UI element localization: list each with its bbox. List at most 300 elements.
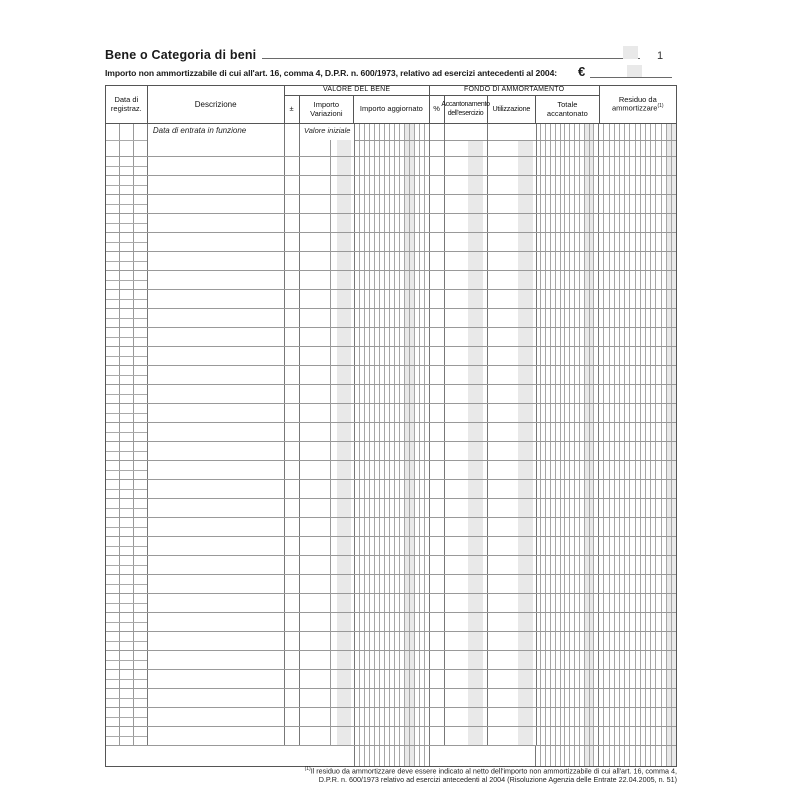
cell-impagg [355,499,430,517]
cell-impvar [300,632,355,650]
cell-pm [285,442,300,460]
cell-uti [488,404,537,422]
cents-band [468,423,483,441]
table-row [106,233,676,252]
cents-band [337,140,351,156]
cell-impvar [300,708,355,726]
cell-impagg [355,670,430,688]
digit-grid-res [599,233,676,251]
cents-band [337,157,351,175]
cell-impagg [355,689,430,707]
cents-band [468,271,483,289]
digit-cell [594,157,598,175]
cents-band [337,423,351,441]
subtitle-fill-box [627,65,642,77]
cents-band [518,423,533,441]
cell-impvar [300,499,355,517]
totals-cell-impagg [355,746,430,766]
cents-band [337,309,351,327]
digit-cell [672,670,676,688]
digit-grid-tot [537,727,599,745]
cell-uti [488,124,537,156]
cell-res [599,594,676,612]
cents-band [337,537,351,555]
digit-cell [425,176,429,194]
digit-grid-tot [537,689,599,707]
cell-uti [488,499,537,517]
table-row [106,176,676,195]
date-half-line [106,527,147,528]
cell-desc [148,651,286,669]
digit-cell [594,328,598,346]
date-half-line [106,489,147,490]
cents-band [468,461,483,479]
cell-desc [148,423,286,441]
cell-tot [537,442,600,460]
cell-pm [285,195,300,213]
table-row [106,385,676,404]
digit-grid-res [599,575,676,593]
cents-divider [330,214,331,232]
cell-impvar [300,195,355,213]
date-half-line [106,603,147,604]
cell-impvar [300,689,355,707]
cell-impagg [355,290,430,308]
cell-pm [285,499,300,517]
digit-cell [425,556,429,574]
cell-date [106,252,148,270]
cell-res [599,632,676,650]
cell-acc [445,195,488,213]
cents-band [468,366,483,384]
cell-res [599,575,676,593]
digit-grid-tot [537,442,599,460]
digit-cell [672,613,676,631]
group-header-fondo-ammortamento: FONDO DI AMMORTAMENTO [430,86,599,96]
cents-band [337,480,351,498]
digit-grid-tot [537,195,599,213]
digit-grid-res [599,727,676,745]
table-row [106,423,676,442]
cell-uti [488,442,537,460]
cell-res [599,518,676,536]
cents-divider [330,140,331,156]
digit-grid-tot [537,176,599,194]
cents-band [518,651,533,669]
cents-divider [330,670,331,688]
cents-band [468,347,483,365]
cell-impagg [355,423,430,441]
cell-impvar [300,366,355,384]
first-row-subline [537,140,599,141]
cents-band [337,233,351,251]
cell-acc [445,214,488,232]
cell-pct [430,214,445,232]
cell-acc [445,575,488,593]
cell-pm [285,290,300,308]
cell-acc [445,518,488,536]
cents-band [518,176,533,194]
cents-divider [330,575,331,593]
digit-grid-tot [537,499,599,517]
digit-cell [672,537,676,555]
date-half-line [106,451,147,452]
cell-tot [537,309,600,327]
cell-pm [285,328,300,346]
cell-res [599,385,676,403]
cents-divider [330,271,331,289]
digit-grid-tot [537,518,599,536]
cell-pct [430,727,445,745]
cell-uti [488,461,537,479]
digit-cell [425,214,429,232]
cents-divider [330,594,331,612]
digit-grid-res [599,556,676,574]
page-number: 1 [656,50,664,62]
cell-impagg [355,708,430,726]
cents-band [337,461,351,479]
cents-band [518,252,533,270]
digit-cell [425,518,429,536]
digit-grid-res [599,366,676,384]
digit-grid-tot [537,233,599,251]
cell-tot [537,347,600,365]
cell-desc [148,461,286,479]
cents-divider [330,195,331,213]
cell-pct [430,328,445,346]
table-row [106,708,676,727]
digit-grid-res [599,176,676,194]
digit-grid-res [599,518,676,536]
cell-pct [430,670,445,688]
cell-impvar [300,575,355,593]
cell-tot [537,537,600,555]
cell-date [106,271,148,289]
digit-grid-res [599,423,676,441]
first-row-subline [599,140,676,141]
cell-impagg [355,594,430,612]
col-header-importo-variazioni: Importo Variazioni [300,96,355,123]
cell-tot [537,480,600,498]
cents-divider [330,651,331,669]
cell-acc [445,252,488,270]
cell-acc [445,461,488,479]
cell-impvar [300,271,355,289]
cell-impvar [300,594,355,612]
footnote-marker: (1) [304,766,311,772]
cell-tot [537,594,600,612]
cell-pct [430,556,445,574]
digit-cell [594,746,598,766]
date-half-line [106,356,147,357]
digit-grid-tot [537,290,599,308]
digit-cell [594,651,598,669]
cell-pct [430,575,445,593]
digit-grid-impagg [355,632,429,650]
cell-tot [537,670,600,688]
cell-res [599,157,676,175]
cell-desc [148,404,286,422]
cell-res [599,499,676,517]
cell-uti [488,309,537,327]
cell-impagg [355,176,430,194]
cell-date [106,309,148,327]
assets-register-table [105,85,677,767]
cell-desc [148,233,286,251]
cell-res [599,537,676,555]
digit-grid-impagg [355,499,429,517]
digit-cell [672,480,676,498]
digit-grid-res [599,157,676,175]
digit-grid-impagg [355,366,429,384]
cell-desc [148,556,286,574]
digit-cell [672,575,676,593]
digit-grid-tot [537,651,599,669]
cell-impvar [300,290,355,308]
residuo-footnote-ref: (1) [657,103,664,110]
cents-divider [330,328,331,346]
cell-desc [148,670,286,688]
date-half-line [106,242,147,243]
cell-uti [488,366,537,384]
cents-band [468,214,483,232]
cell-desc [148,499,286,517]
cents-band [337,271,351,289]
subtitle-blank-line [590,77,672,78]
digit-cell [425,404,429,422]
cell-impagg [355,124,430,156]
cell-tot [537,518,600,536]
title-blank-line [262,40,640,59]
digit-grid-impagg [355,575,429,593]
digit-grid-impagg [355,670,429,688]
digit-cell [672,727,676,745]
cents-band [337,499,351,517]
digit-cell [425,689,429,707]
cell-impagg [355,195,430,213]
date-half-line [106,717,147,718]
cell-acc [445,594,488,612]
cell-res [599,461,676,479]
digit-cell [672,461,676,479]
digit-grid-res [599,670,676,688]
cents-band [337,442,351,460]
cell-tot [537,556,600,574]
cents-band [468,594,483,612]
cell-uti [488,556,537,574]
table-row [106,499,676,518]
cents-band [468,233,483,251]
cell-uti [488,385,537,403]
digit-cell [425,328,429,346]
cell-acc [445,309,488,327]
digit-grid-tot [537,423,599,441]
cell-tot [537,366,600,384]
cell-pm [285,632,300,650]
cents-band [337,613,351,631]
cents-divider [330,366,331,384]
cell-impagg [355,461,430,479]
digit-cell [594,518,598,536]
cents-band [337,727,351,745]
cents-band [468,689,483,707]
digit-cell [425,385,429,403]
date-half-line [106,641,147,642]
table-row [106,290,676,309]
digit-cell [594,347,598,365]
cell-uti [488,708,537,726]
cell-uti [488,727,537,745]
cell-tot [537,328,600,346]
digit-cell [594,499,598,517]
cell-desc [148,727,286,745]
cell-tot [537,423,600,441]
cell-acc [445,233,488,251]
col-header-data-registraz: Data di registraz. [106,86,148,123]
digit-cell [594,252,598,270]
cell-impvar [300,233,355,251]
digit-grid-res [599,613,676,631]
cell-desc [148,252,286,270]
cell-res [599,233,676,251]
digit-grid-impagg [355,594,429,612]
digit-cell [425,195,429,213]
digit-grid-impagg [355,461,429,479]
cell-desc [148,328,286,346]
digit-cell [672,442,676,460]
cents-divider [330,689,331,707]
cents-band [337,385,351,403]
digit-cell [594,689,598,707]
cents-divider [330,708,331,726]
cents-band [468,157,483,175]
date-half-line [106,546,147,547]
totals-cell-tot [536,746,599,766]
cents-band [337,366,351,384]
cell-pm [285,404,300,422]
digit-grid-tot [537,556,599,574]
cents-band [518,309,533,327]
cents-band [468,290,483,308]
group-fondo-ammortamento [430,86,600,123]
cell-acc [445,290,488,308]
digit-grid-tot [537,328,599,346]
cents-band [337,518,351,536]
date-half-line [106,413,147,414]
digit-cell [672,385,676,403]
cents-divider [330,157,331,175]
cell-date [106,594,148,612]
cell-res [599,442,676,460]
cell-acc [445,347,488,365]
cell-acc [445,124,488,156]
digit-cell [672,499,676,517]
cents-divider [330,233,331,251]
cents-band [468,708,483,726]
table-body [106,124,676,766]
cell-date [106,651,148,669]
cell-tot [537,290,600,308]
col-header-percentuale: % [430,96,445,123]
digit-grid-res [599,461,676,479]
digit-grid-res [599,480,676,498]
cents-band [518,613,533,631]
digit-grid-res [599,499,676,517]
cell-res [599,195,676,213]
digit-cell [425,670,429,688]
digit-cell [594,423,598,441]
digit-grid-impagg [355,708,429,726]
cents-band [337,290,351,308]
cents-band [518,461,533,479]
cell-pct [430,404,445,422]
cell-date [106,556,148,574]
cents-band [468,140,483,156]
cell-pm [285,252,300,270]
digit-grid-tot [537,214,599,232]
digit-grid-tot [537,385,599,403]
cents-band [518,499,533,517]
col-header-residuo [600,86,676,123]
cell-acc [445,176,488,194]
date-half-line [106,660,147,661]
digit-cell [672,309,676,327]
cell-date [106,670,148,688]
digit-grid-impagg [355,176,429,194]
table-row [106,594,676,613]
cell-impvar [300,124,355,156]
cell-desc [148,518,286,536]
cents-band [468,499,483,517]
digit-cell [672,632,676,650]
digit-grid-tot [537,537,599,555]
cell-desc [148,689,286,707]
cell-uti [488,670,537,688]
cents-band [337,176,351,194]
cell-impagg [355,214,430,232]
cents-band [518,575,533,593]
digit-cell [672,689,676,707]
cell-date [106,423,148,441]
cell-impvar [300,385,355,403]
cell-pm [285,309,300,327]
cell-impagg [355,233,430,251]
digit-grid-tot [537,461,599,479]
cell-pm [285,157,300,175]
cell-impagg [355,271,430,289]
cell-pm [285,366,300,384]
cents-band [518,480,533,498]
cents-band [518,537,533,555]
cents-band [337,632,351,650]
cell-date [106,366,148,384]
cell-desc [148,708,286,726]
cell-res [599,689,676,707]
cents-divider [330,423,331,441]
cell-uti [488,271,537,289]
cell-uti [488,518,537,536]
cell-desc [148,347,286,365]
cell-acc [445,480,488,498]
cell-res [599,328,676,346]
totals-cell-res [599,746,676,766]
digit-grid-impagg [355,157,429,175]
cell-impagg [355,480,430,498]
digit-cell [425,252,429,270]
digit-cell [672,195,676,213]
digit-grid-impagg [355,727,429,745]
cell-acc [445,670,488,688]
